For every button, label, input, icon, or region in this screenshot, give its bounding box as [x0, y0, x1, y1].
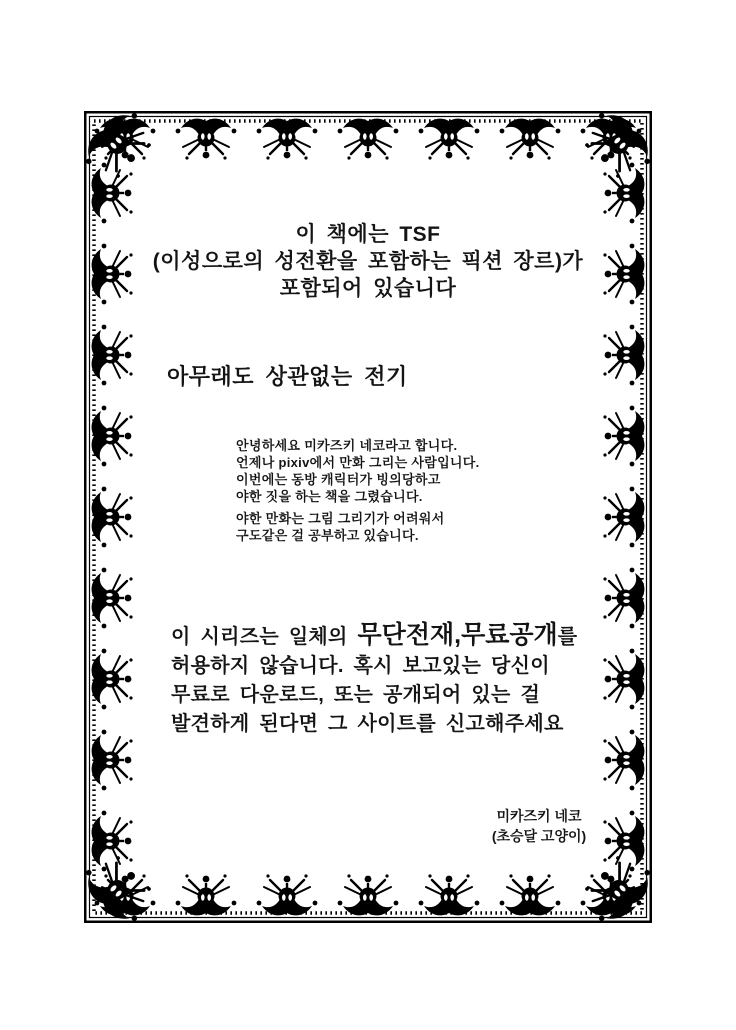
notice-line: 허용하지 않습니다. 혹시 보고있는 당신이 — [171, 655, 550, 677]
greeting-line: 이번에는 동방 캐릭터가 빙의당하고 — [236, 472, 441, 487]
content-warning — [84, 221, 652, 302]
author-signature — [439, 806, 639, 846]
notice-line — [171, 621, 611, 652]
author-name: 미카즈키 네코 — [496, 808, 582, 824]
content-warning-line: 이 책에는 TSF — [295, 223, 441, 246]
greeting-line: 구도같은 걸 공부하고 있습니다. — [236, 528, 419, 543]
greeting-paragraph — [236, 437, 480, 505]
greeting-text — [236, 437, 480, 544]
greeting-line: 안녕하세요 미카즈키 네코라고 합니다. — [236, 438, 458, 453]
greeting-line: 언제나 pixiv에서 만화 그리는 사람입니다. — [236, 455, 480, 470]
notice-line: 무료로 다운로드, 또는 공개되어 있는 걸 — [171, 684, 541, 706]
piracy-notice — [171, 621, 611, 739]
author-name-reading: (초승달 고양이) — [491, 828, 587, 844]
notice-line: 발견하게 된다면 그 사이트를 신고해주세요 — [171, 713, 564, 735]
greeting-line: 야한 짓을 하는 책을 그렸습니다. — [236, 489, 423, 504]
page-content — [84, 111, 652, 923]
greeting-paragraph — [236, 510, 480, 544]
notice-emphasis: 무단전재,무료공개 — [357, 621, 558, 649]
greeting-line: 야한 만화는 그림 그리기가 어려워서 — [236, 511, 445, 526]
content-warning-line: (이성으로의 성전환을 포함하는 픽션 장르)가 — [152, 250, 584, 273]
section-title: 아무래도 상관없는 전기 — [167, 364, 408, 389]
notice-line-prefix: 이 시리즈는 일체의 — [171, 626, 358, 648]
notice-line-suffix: 를 — [557, 626, 578, 648]
page-frame — [84, 111, 652, 923]
content-warning-line: 포함되어 있습니다 — [279, 277, 457, 300]
